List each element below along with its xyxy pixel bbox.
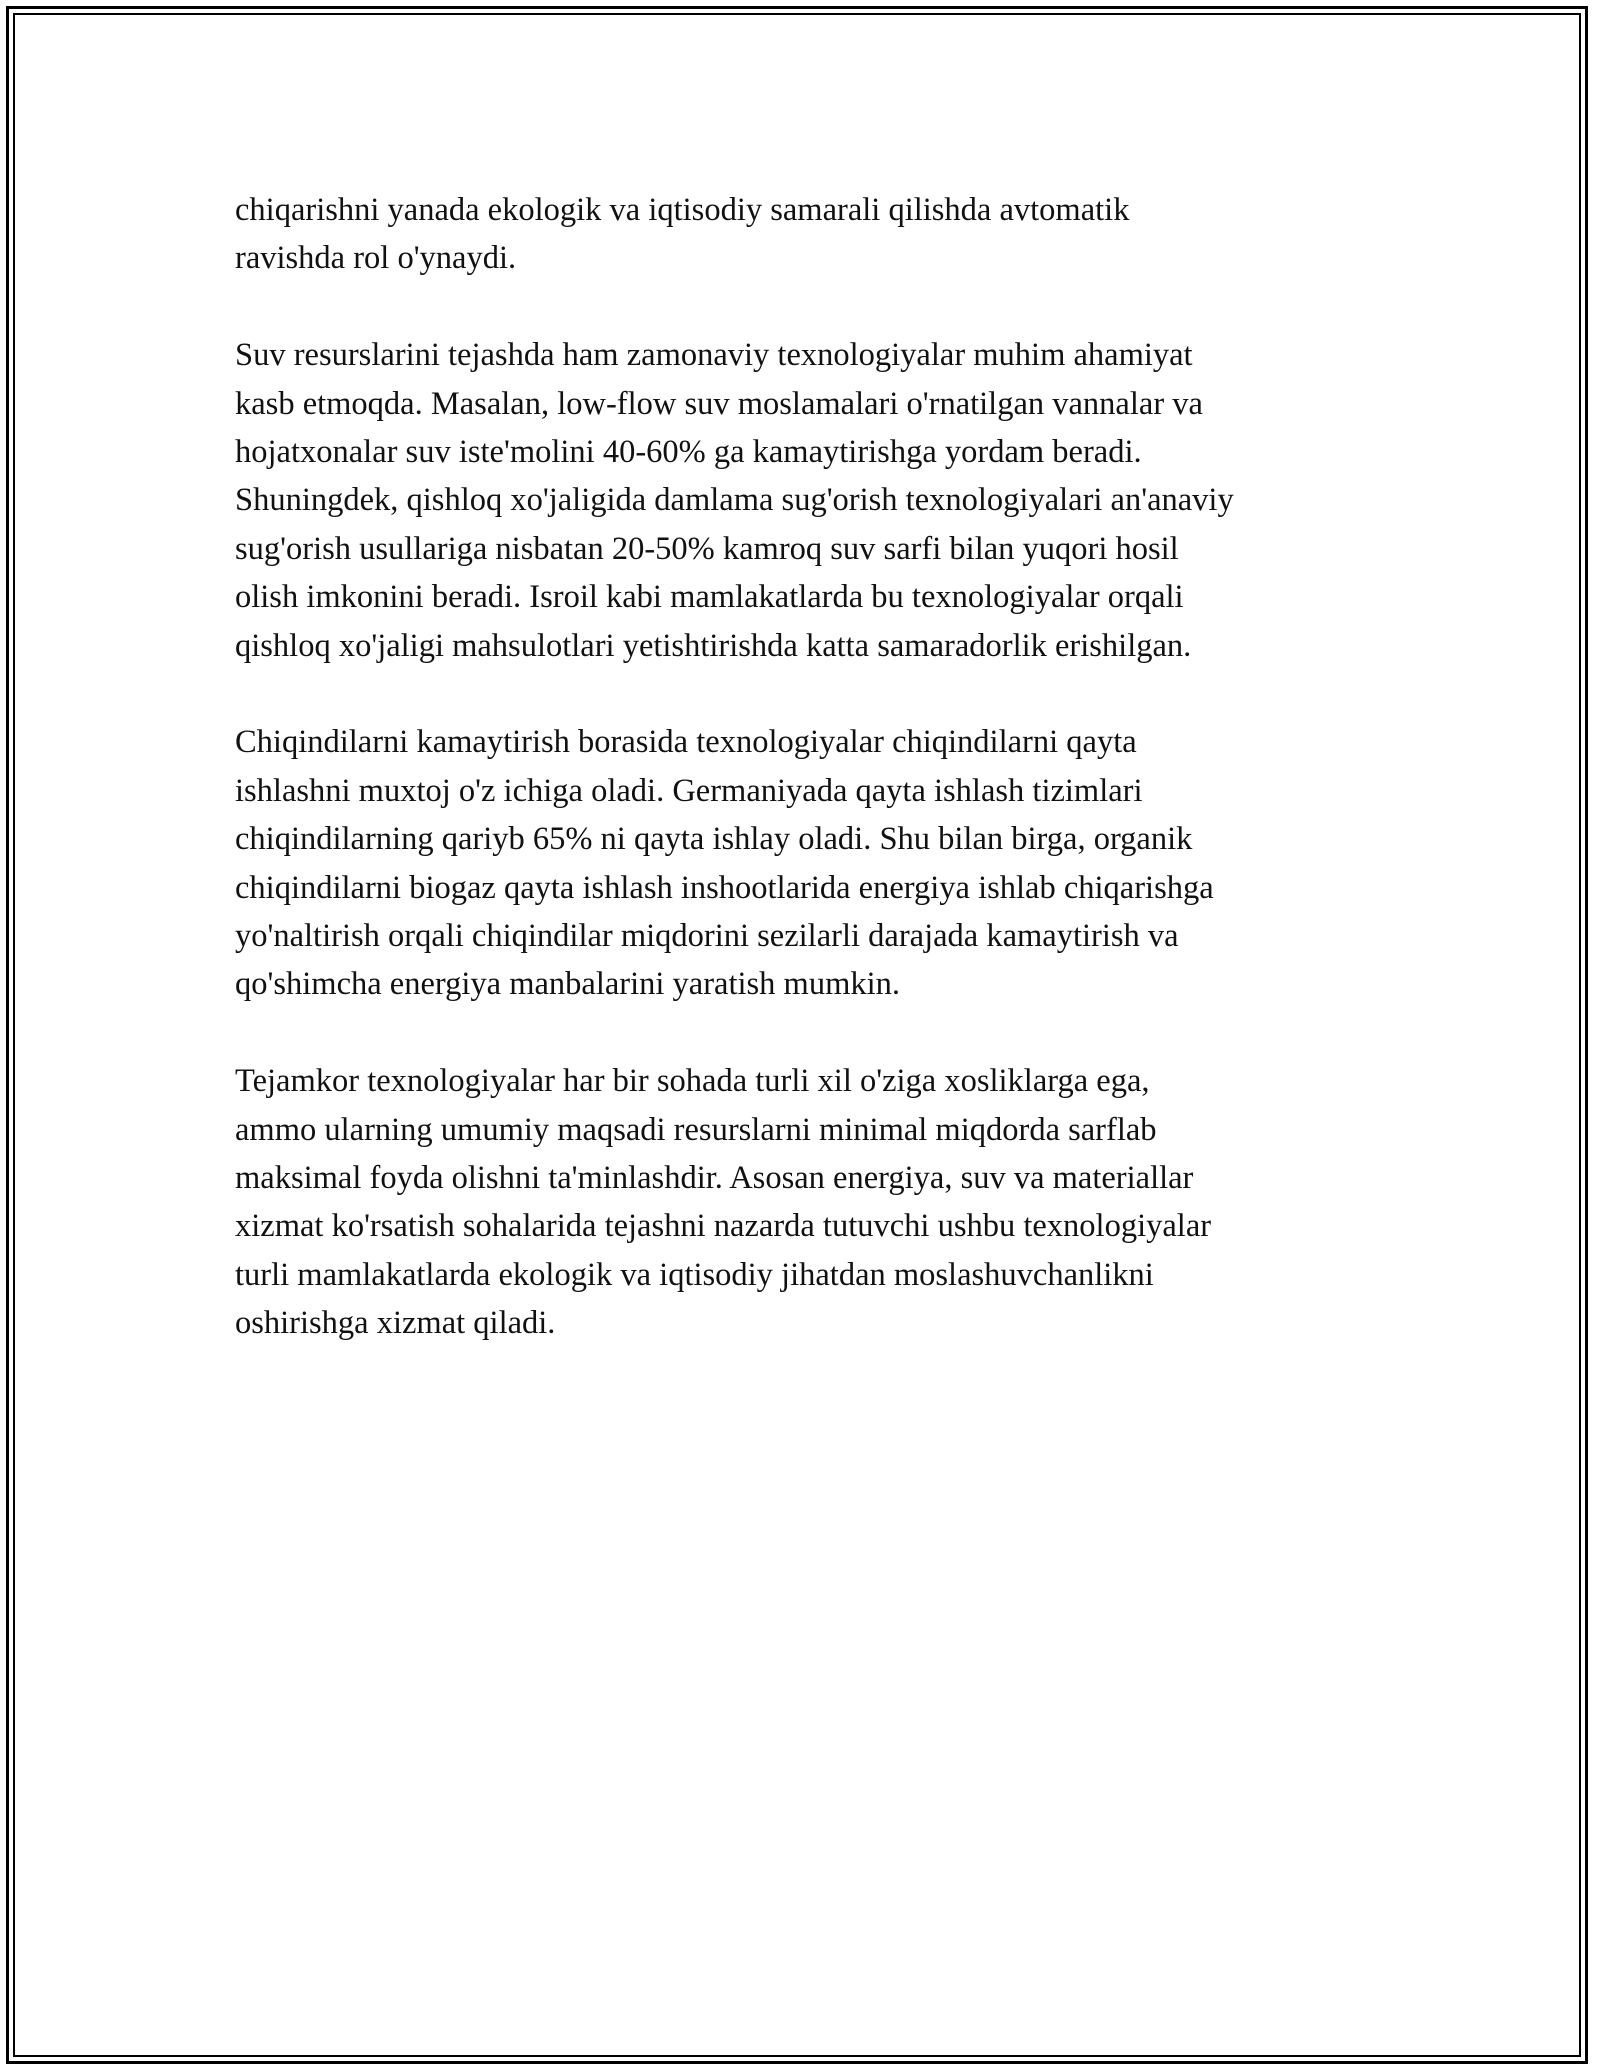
paragraph: Suv resurslarini tejashda ham zamonaviy texnologiyalar muhim ahamiyat kasb etmoqda. Masalan, low-flow suv moslamalari o'rnatilgan vannalar va hojatxonalar suv iste'molini 40-60% ga kamaytirishga yordam beradi. Shuningdek, qishloq xo'jaligida damlama sug'orish texnologiyalari an'anaviy sug'orish usullariga nisbatan 20-50% kamroq suv sarfi bilan yuqori hosil olish imkonini beradi. Isroil kabi mamlakatlarda bu texnologiyalar orqali qishloq xo'jaligi mahsulotlari yetishtirishda katta samaradorlik erishilgan. (235, 337, 1234, 664)
paragraph: Chiqindilarni kamaytirish borasida texnologiyalar chiqindilarni qayta ishlashni muxtoj o'z ichiga oladi. Germaniyada qayta ishlash tizimlari chiqindilarning qariyb 65% ni qayta ishlay oladi. Shu bilan birga, organik chiqindilarni biogaz qayta ishlash inshootlarida energiya ishlab chiqarishga yo'naltirish orqali chiqindilar miqdorini sezilarli darajada kamaytirish va qo'shimcha energiya manbalarini yaratish mumkin. (235, 724, 1214, 1003)
paragraph: chiqarishni yanada ekologik va iqtisodiy samarali qilishda avtomatik ravishda rol o'ynaydi. (235, 192, 1130, 277)
paragraph: Tejamkor texnologiyalar har bir sohada turli xil o'ziga xosliklarga ega, ammo ularning umumiy maqsadi resurslarni minimal miqdorda sarflab maksimal foyda olishni ta'minlashdir. Asosan energiya, suv va materiallar xizmat ko'rsatish sohalarida tejashni nazarda tutuvchi ushbu texnologiyalar turli mamlakatlarda ekologik va iqtisodiy jihatdan moslashuvchanlikni oshirishga xizmat qiladi. (235, 1063, 1212, 1342)
document-body (235, 186, 1385, 1396)
